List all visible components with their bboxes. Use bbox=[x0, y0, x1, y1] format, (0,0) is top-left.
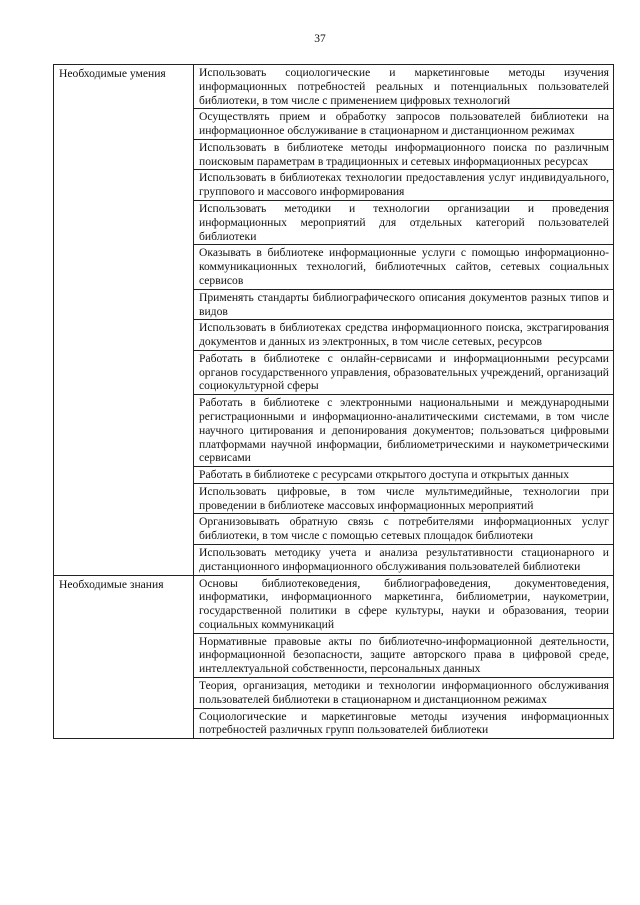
table-row bbox=[54, 633, 614, 677]
section-heading-continuation bbox=[54, 201, 194, 245]
table-row bbox=[54, 139, 614, 170]
section-heading-continuation bbox=[54, 708, 194, 739]
section-heading-continuation bbox=[54, 289, 194, 320]
requirement-item: Использовать в библиотеках средства информационного поиска, экстрагирования документов и данных из электронных, в том числе сетевых, ресурсов bbox=[194, 320, 614, 351]
table-row bbox=[54, 514, 614, 545]
section-heading-continuation bbox=[54, 395, 194, 467]
requirement-item: Использовать в библиотеке методы информационного поиска по различным поисковым параметрам в традиционных и сетевых информационных ресурсах bbox=[194, 139, 614, 170]
requirement-item: Использовать методику учета и анализа результативности стационарного и дистанционного информационного обслуживания пользователей библиотеки bbox=[194, 545, 614, 576]
section-heading-continuation bbox=[54, 109, 194, 140]
table-row bbox=[54, 678, 614, 709]
table-row bbox=[54, 245, 614, 289]
requirement-item: Организовывать обратную связь с потребителями информационных услуг библиотеки, в том числе с помощью сетевых площадок библиотеки bbox=[194, 514, 614, 545]
requirement-item: Использовать методики и технологии организации и проведения информационных мероприятий для отдельных категорий пользователей библиотеки bbox=[194, 201, 614, 245]
table-row bbox=[54, 545, 614, 576]
requirement-item: Работать в библиотеке с ресурсами открытого доступа и открытых данных bbox=[194, 467, 614, 484]
table-row bbox=[54, 170, 614, 201]
requirements-table bbox=[53, 64, 614, 739]
section-heading-continuation bbox=[54, 245, 194, 289]
section-heading-continuation bbox=[54, 545, 194, 576]
section-heading-continuation bbox=[54, 170, 194, 201]
table-row bbox=[54, 65, 614, 109]
table-row bbox=[54, 575, 614, 633]
table-row bbox=[54, 320, 614, 351]
requirement-item: Использовать в библиотеках технологии предоставления услуг индивидуального, группового и массового информирования bbox=[194, 170, 614, 201]
section-heading-continuation bbox=[54, 320, 194, 351]
table-row bbox=[54, 483, 614, 514]
requirement-item: Применять стандарты библиографического описания документов разных типов и видов bbox=[194, 289, 614, 320]
table-row bbox=[54, 708, 614, 739]
section-heading-continuation bbox=[54, 139, 194, 170]
page-number: 37 bbox=[314, 33, 326, 45]
table-row bbox=[54, 395, 614, 467]
requirement-item: Социологические и маркетинговые методы изучения информационных потребностей различных групп пользователей библиотеки bbox=[194, 708, 614, 739]
section-heading-continuation bbox=[54, 350, 194, 394]
table-row bbox=[54, 109, 614, 140]
table-row bbox=[54, 201, 614, 245]
requirement-item: Работать в библиотеке с электронными национальными и международными регистрационными и информационно-аналитическими системами, в том числе научного цитирования и депонирования документов; пользоваться цифровыми платформами научной информации, библиометрическими и наукометрическими сервисами bbox=[194, 395, 614, 467]
requirement-item: Работать в библиотеке с онлайн-сервисами и информационными ресурсами органов государственного управления, образовательных учреждений, организаций социокультурной сферы bbox=[194, 350, 614, 394]
table-row bbox=[54, 289, 614, 320]
section-heading: Необходимые умения bbox=[54, 65, 194, 109]
table-row bbox=[54, 467, 614, 484]
section-heading-continuation bbox=[54, 514, 194, 545]
requirement-item: Использовать социологические и маркетинговые методы изучения информационных потребностей реальных и потенциальных пользователей библиотеки, в том числе с применением цифровых технологий bbox=[194, 65, 614, 109]
section-heading-continuation bbox=[54, 633, 194, 677]
requirement-item: Осуществлять прием и обработку запросов пользователей библиотеки на информационное обслуживание в стационарном и дистанционном режимах bbox=[194, 109, 614, 140]
section-heading: Необходимые знания bbox=[54, 575, 194, 633]
section-heading-continuation bbox=[54, 678, 194, 709]
table-row bbox=[54, 350, 614, 394]
requirement-item: Нормативные правовые акты по библиотечно-информационной деятельности, информационной безопасности, защите авторского права в цифровой среде, интеллектуальной собственности, персональных данных bbox=[194, 633, 614, 677]
requirement-item: Теория, организация, методики и технологии информационного обслуживания пользователей библиотеки в стационарном и дистанционном режимах bbox=[194, 678, 614, 709]
section-heading-continuation bbox=[54, 483, 194, 514]
requirement-item: Основы библиотековедения, библиографоведения, документоведения, информатики, информационного маркетинга, библиометрии, наукометрии, государственной политики в сфере культуры, науки и образования, теории социальных коммуникаций bbox=[194, 575, 614, 633]
requirement-item: Использовать цифровые, в том числе мультимедийные, технологии при проведении в библиотеке массовых информационных мероприятий bbox=[194, 483, 614, 514]
section-heading-continuation bbox=[54, 467, 194, 484]
requirement-item: Оказывать в библиотеке информационные услуги с помощью информационно-коммуникационных технологий, библиотечных сайтов, сетевых социальных сервисов bbox=[194, 245, 614, 289]
requirements-table-body bbox=[54, 65, 614, 739]
